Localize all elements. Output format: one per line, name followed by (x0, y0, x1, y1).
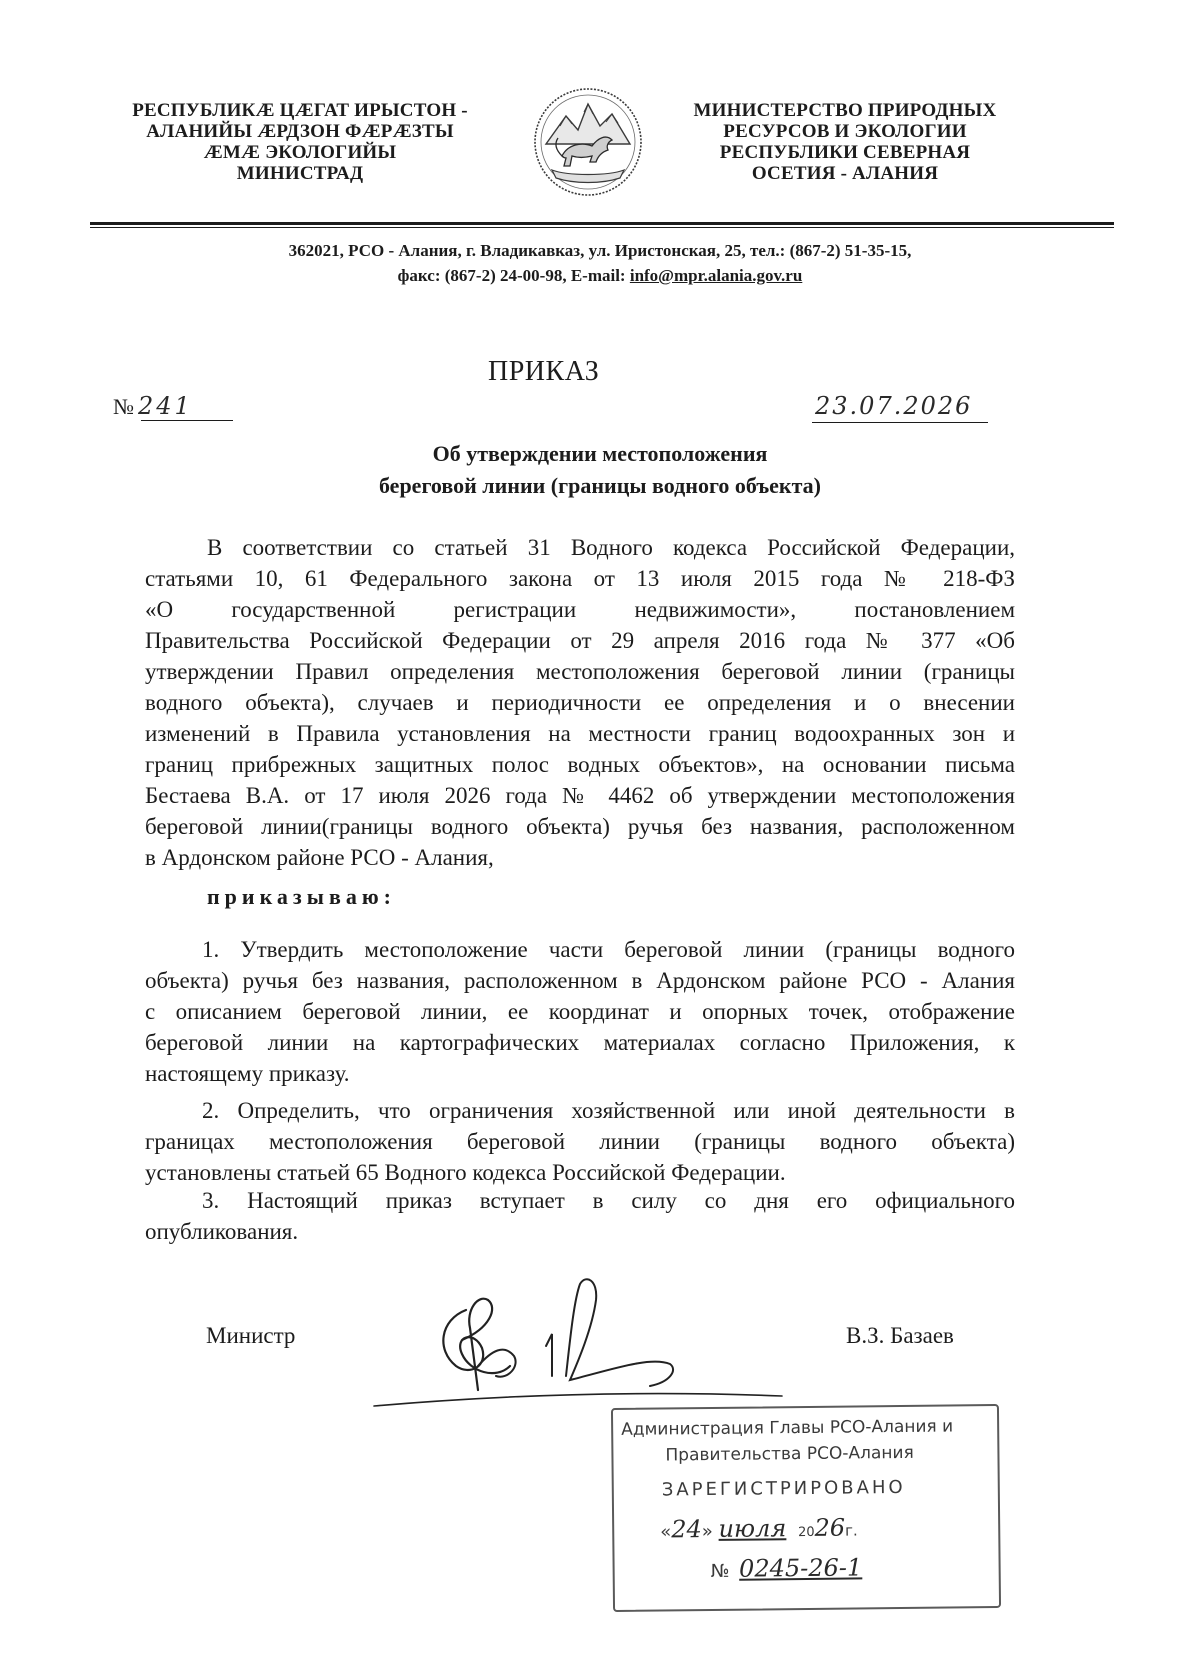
preamble-line: границ прибрежных защитных полос водных объектов», на основании письма (145, 752, 1015, 777)
order-subject (200, 438, 1000, 502)
stamp-line: Правительства РСО-Алания (665, 1442, 914, 1466)
header-right-line: МИНИСТЕРСТВО ПРИРОДНЫХ (693, 100, 997, 121)
document-title: ПРИКАЗ (488, 356, 600, 387)
email-link[interactable]: info@mpr.alania.gov.ru (629, 266, 803, 285)
subject-line: Об утверждении местоположения (432, 441, 768, 466)
address-fax-label: факс: (867-2) 24-00-98, E-mail: (397, 266, 630, 285)
address-block (80, 238, 1120, 288)
header-right-line: ОСЕТИЯ - АЛАНИЯ (751, 163, 939, 184)
header-left-line: ÆМÆ ЭКОЛОГИЙЫ (203, 142, 397, 163)
preamble-line: изменений в Правила установления на местности границ водоохранных зон и (145, 721, 1015, 746)
order-date-handwritten: 23.07.2026 (815, 392, 973, 420)
header-left-line: РЕСПУБЛИКÆ ЦÆГАТ ИРЫСТОН - (132, 100, 468, 121)
header-left-line: МИНИСТРАД (236, 163, 364, 184)
address-line (80, 263, 1120, 288)
order-number-underline (141, 420, 233, 421)
header-right-line: РЕСУРСОВ И ЭКОЛОГИИ (723, 121, 967, 142)
stamp-year-handwritten: 26 (814, 1513, 846, 1542)
item-line: опубликования. (145, 1219, 299, 1244)
preamble-line: утверждении Правил определения местоположения береговой линии (границы (145, 659, 1015, 684)
stamp-line: Администрация Главы РСО-Алания и (621, 1416, 954, 1440)
item-3 (145, 1185, 1015, 1247)
item-line: 1. Утвердить местоположение части береговой линии (границы водного (202, 937, 1015, 962)
stamp-day-handwritten: 24 (671, 1515, 702, 1544)
header-left-line: АЛАНИЙЫ ÆРДЗОН ФÆРÆЗТЫ (146, 121, 454, 142)
stamp-month-handwritten: июля (718, 1514, 787, 1543)
order-date-underline (812, 422, 988, 423)
header-right-line: РЕСПУБЛИКИ СЕВЕРНАЯ (719, 142, 971, 163)
coat-of-arms-icon (532, 86, 644, 198)
order-word: приказываю: (207, 884, 396, 909)
stamp-number-sign: № (710, 1560, 730, 1583)
item-line: с описанием береговой линии, ее координат и опорных точек, отображение (145, 999, 1015, 1024)
handwritten-signature (370, 1270, 790, 1420)
stamp-number (710, 1553, 862, 1583)
header-left-block (110, 100, 490, 184)
item-line: 2. Определить, что ограничения хозяйственной или иной деятельности в (202, 1098, 1015, 1123)
address-line: 362021, РСО - Алания, г. Владикавказ, ул. Иристонская, 25, тел.: (867-2) 51-35-15, (288, 241, 912, 260)
preamble-line: береговой линии(границы водного объекта) ручья без названия, расположенном (145, 814, 1015, 839)
item-line: установлены статьей 65 Водного кодекса Российской Федерации. (145, 1160, 786, 1185)
preamble-line: статьями 10, 61 Федерального закона от 13 июля 2015 года № 218-ФЗ (145, 566, 1015, 591)
item-line: настоящему приказу. (145, 1061, 350, 1086)
stamp-number-handwritten: 0245-26-1 (738, 1553, 863, 1583)
preamble-line: Бестаева В.А. от 17 июля 2026 года № 4462 об утверждении местоположения (145, 783, 1015, 808)
item-1 (145, 934, 1015, 1089)
preamble-line: Правительства Российской Федерации от 29 апреля 2016 года № 377 «Об (145, 628, 1015, 653)
header-divider-thin (90, 227, 1114, 228)
preamble-line: «О государственной регистрации недвижимости», постановлением (145, 597, 1015, 622)
preamble-line: в Ардонском районе РСО - Алания, (145, 845, 494, 870)
preamble-line: водного объекта), случаев и периодичности ее определения и о внесении (145, 690, 1015, 715)
preamble-paragraph (145, 532, 1015, 873)
stamp-date: «24» июля 2026г. (660, 1513, 858, 1544)
order-number (113, 392, 233, 426)
subject-line: береговой линии (границы водного объекта) (378, 473, 822, 498)
stamp-year-unit: г. (845, 1521, 858, 1540)
item-line: 3. Настоящий приказ вступает в силу со дня его официального (202, 1188, 1015, 1213)
signatory-name: В.З. Базаев (846, 1323, 954, 1348)
stamp-registered: ЗАРЕГИСТРИРОВАНО (661, 1476, 906, 1501)
registration-stamp (611, 1404, 1001, 1612)
signatory-position: Министр (206, 1323, 296, 1348)
order-number-sign: № (113, 394, 134, 419)
header-divider-thick (90, 222, 1114, 225)
stamp-year-prefix: 20 (797, 1524, 815, 1541)
item-line: объекта) ручья без названия, расположенном в Ардонском районе РСО - Алания (145, 968, 1015, 993)
item-line: береговой линии на картографических материалах согласно Приложения, к (145, 1030, 1015, 1055)
item-line: границах местоположения береговой линии (границы водного объекта) (145, 1129, 1015, 1154)
order-number-handwritten: 241 (138, 392, 193, 420)
header-right-block (680, 100, 1010, 184)
preamble-line: В соответствии со статьей 31 Водного кодекса Российской Федерации, (207, 535, 1015, 560)
item-2 (145, 1095, 1015, 1188)
